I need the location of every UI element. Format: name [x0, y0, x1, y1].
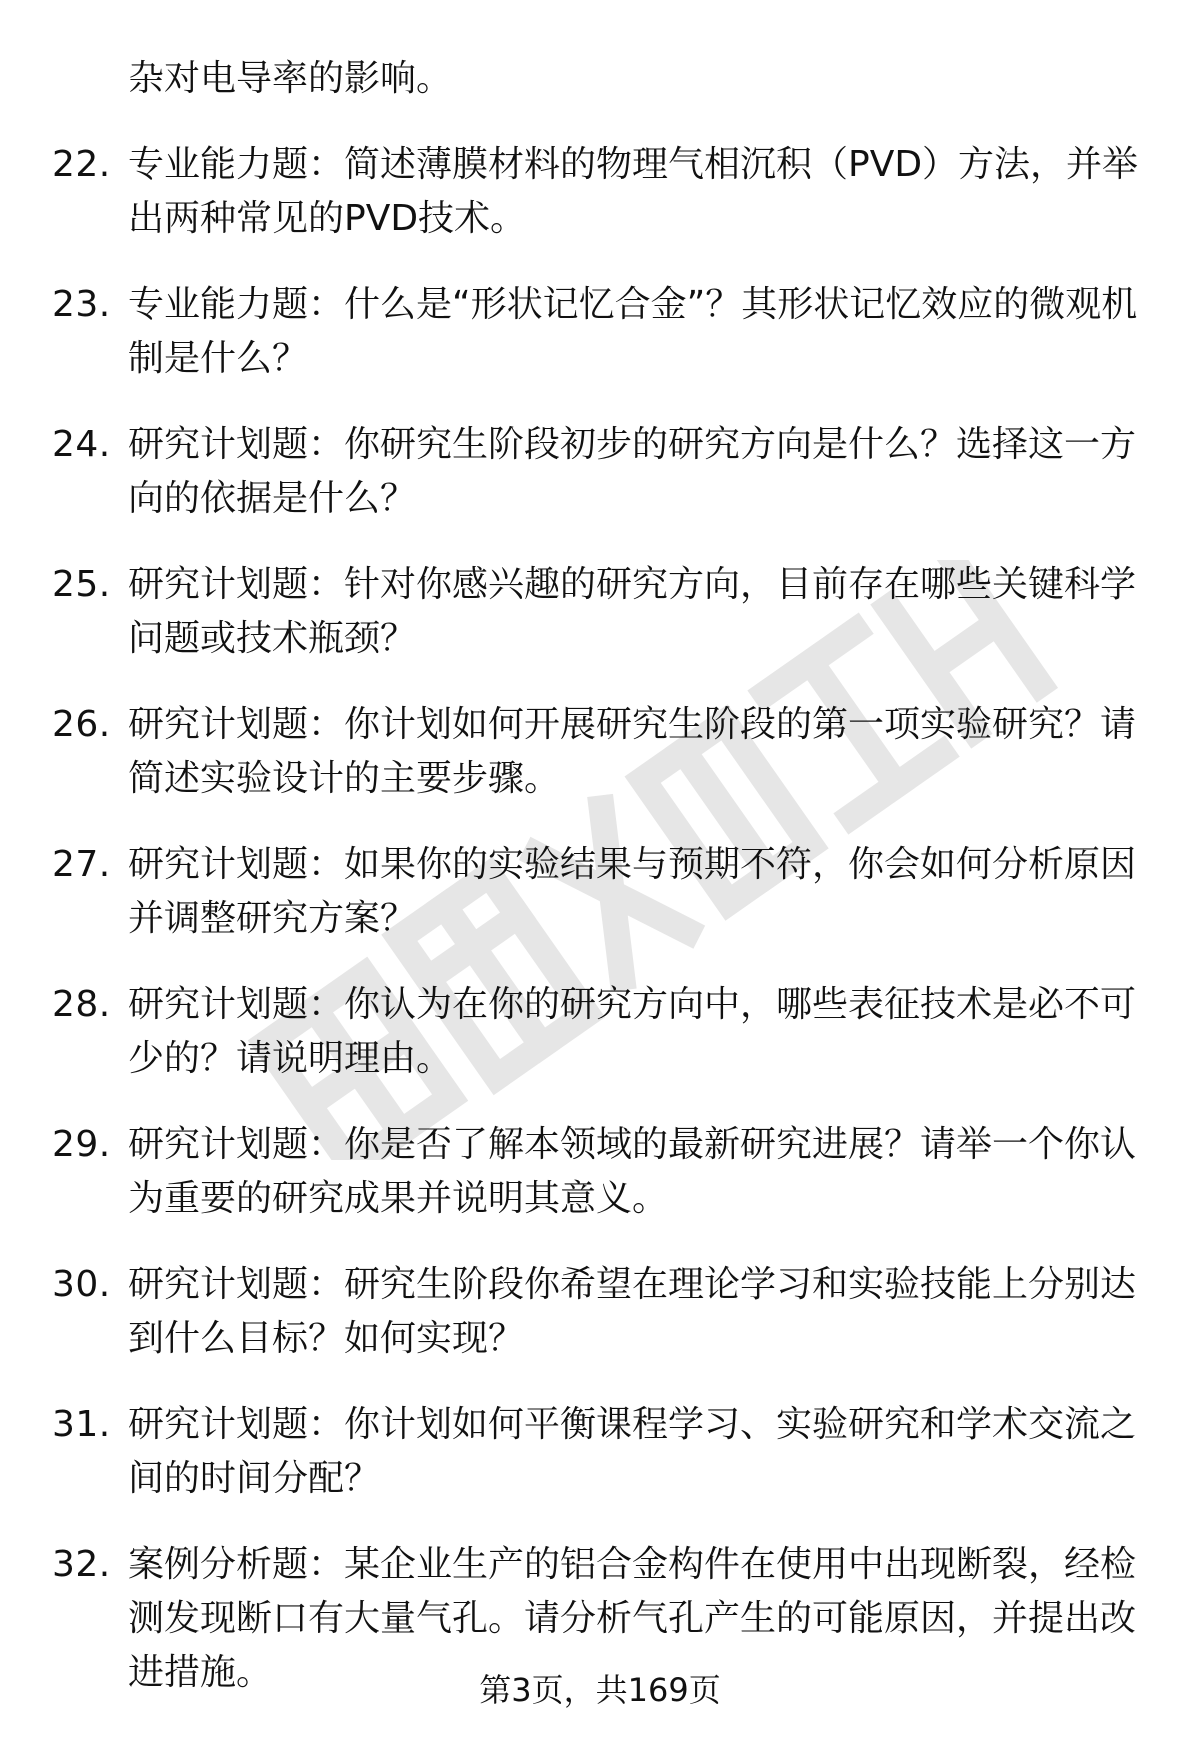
item-text: 研究计划题：针对你感兴趣的研究方向，目前存在哪些关键科学问题或技术瓶颈？ [128, 564, 1137, 659]
page-number-footer: 第3页，共169页 [479, 1671, 721, 1709]
item-number: 32. [52, 1544, 111, 1585]
item-text: 研究计划题：研究生阶段你希望在理论学习和实验技能上分别达到什么目标？如何实现？ [128, 1264, 1137, 1359]
item-number: 28. [52, 984, 111, 1025]
continuation-text: 杂对电导率的影响。 [128, 58, 453, 99]
list-item [52, 278, 1142, 386]
item-text: 研究计划题：你计划如何平衡课程学习、实验研究和学术交流之间的时间分配？ [128, 1404, 1137, 1499]
list-item [52, 418, 1142, 526]
item-text: 研究计划题：你研究生阶段初步的研究方向是什么？选择这一方向的依据是什么？ [128, 424, 1137, 519]
item-number: 26. [52, 704, 111, 745]
list-item [52, 838, 1142, 946]
item-number: 30. [52, 1264, 111, 1305]
item-number: 25. [52, 564, 111, 605]
item-number: 31. [52, 1404, 111, 1445]
list-item [52, 558, 1142, 666]
list-item [52, 1398, 1142, 1506]
item-number: 24. [52, 424, 111, 465]
item-text: 专业能力题：简述薄膜材料的物理气相沉积（PVD）方法，并举出两种常见的PVD技术。 [128, 144, 1139, 239]
list-item [52, 1258, 1142, 1366]
item-number: 23. [52, 284, 111, 325]
item-text: 研究计划题：如果你的实验结果与预期不符，你会如何分析原因并调整研究方案？ [128, 844, 1137, 939]
item-number: 27. [52, 844, 111, 885]
item-number: 22. [52, 144, 111, 185]
item-text: 研究计划题：你计划如何开展研究生阶段的第一项实验研究？请简述实验设计的主要步骤。 [128, 704, 1137, 799]
item-number: 29. [52, 1124, 111, 1165]
item-text: 研究计划题：你认为在你的研究方向中，哪些表征技术是必不可少的？请说明理由。 [128, 984, 1137, 1079]
list-item [52, 1118, 1142, 1226]
list-item [52, 698, 1142, 806]
item-text: 专业能力题：什么是“形状记忆合金”？其形状记忆效应的微观机制是什么？ [128, 284, 1138, 379]
item-text: 研究计划题：你是否了解本领域的最新研究进展？请举一个你认为重要的研究成果并说明其意义。 [128, 1124, 1137, 1219]
list-item [52, 138, 1142, 246]
question-list [52, 52, 1142, 1732]
list-item [52, 978, 1142, 1086]
item-text: 案例分析题：某企业生产的铝合金构件在使用中出现断裂，经检测发现断口有大量气孔。请分析气孔产生的可能原因，并提出改进措施。 [128, 1544, 1137, 1693]
